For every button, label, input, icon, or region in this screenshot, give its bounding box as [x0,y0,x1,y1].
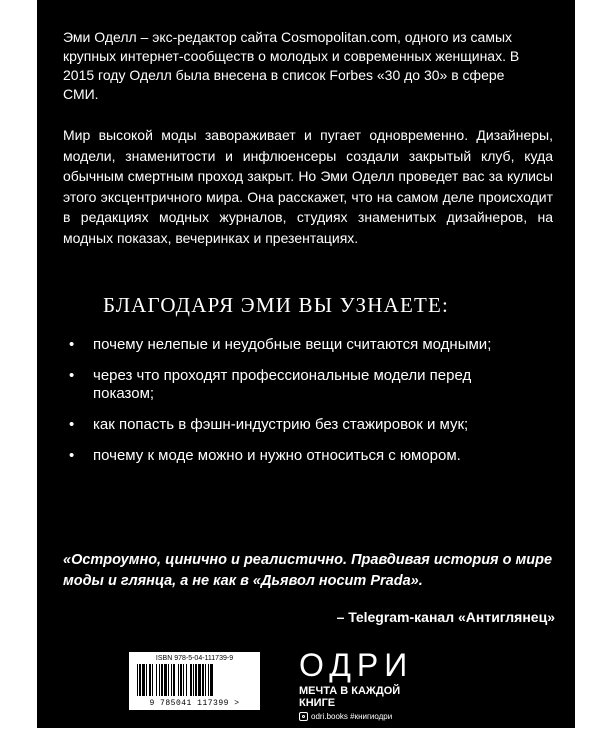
bullet-icon: • [69,336,75,353]
publisher-logo: ОДРИ [299,647,414,683]
barcode-bar [161,664,163,696]
list-item-text: через что проходят профессиональные модели перед показом; [93,367,472,402]
isbn-label: ISBN 978-5-04-111739-9 [155,655,234,662]
barcode-bar [149,664,151,696]
publisher-slogan: МЕЧТА В КАЖДОЙ КНИГЕ [299,685,401,709]
list-item-text: почему к моде можно и нужно относиться с юмором. [93,447,461,464]
barcode-bar [152,664,153,696]
bullet-icon: • [69,416,75,433]
barcode-bar [190,664,192,696]
list-heading: БЛАГОДАРЯ ЭМИ ВЫ УЗНАЕТЕ: [103,293,450,317]
barcode-bar [139,664,141,696]
barcode-bar [171,664,172,696]
quote-attribution: – Telegram-канал «Антиглянец» [336,609,555,625]
author-bio: Эми Оделл – экс-редактор сайта Cosmopolitan.com, одного из самых крупных интернет-сообществ о молодых и современных женщинах. В 2015 году Оделл была внесена в список Forbes «30 до 30» в сфере СМИ. [63,29,520,102]
barcode-bar [202,664,204,696]
publisher-social [299,712,449,721]
barcode-bar [180,664,182,696]
barcode-bar [195,664,197,696]
review-quote: «Остроумно, цинично и реалистично. Правдивая история о мире моды и глянца, а не как в «Дьявол носит Prada». [63,552,553,589]
book-description: Мир высокой моды завораживает и пугает одновременно. Дизайнеры, модели, знаменитости и инфлюенсеры создали закрытый клуб, куда обычным смертным проход закрыт. Но Эми Оделл проведет вас за кулисы этого эксцентричного мира. Она расскажет, что на самом деле происходит в редакциях модных журналов, студиях знаменитых дизайнеров, на модных показах, вечеринках и презентациях. [63,127,553,246]
barcode-bar [164,664,167,696]
list-item-text: почему нелепые и неудобные вещи считаются модными; [93,336,492,353]
list-item-text: как попасть в фэшн-индустрию без стажировок и мук; [93,416,469,433]
list-item [65,367,525,403]
list-item [65,447,525,465]
benefits-list [65,336,525,478]
barcode-bar [193,664,194,696]
bullet-icon: • [69,367,75,384]
barcode-bar [173,664,175,696]
barcode-bar [208,664,209,696]
barcode-bar [137,664,138,696]
list-item [65,336,525,354]
book-back-cover [37,0,575,728]
instagram-icon [299,712,308,721]
barcode-bar [146,664,147,696]
barcode-bar [142,664,145,696]
barcode-number: 9 785041 117399 > [149,699,240,708]
publisher-block [299,648,449,721]
bullet-icon: • [69,447,75,464]
barcode-bar [186,664,187,696]
barcode-bar [210,664,213,696]
barcode-bar [198,664,201,696]
barcode [129,652,260,710]
barcode-bar [168,664,169,696]
barcode-bar [156,664,157,696]
barcode-bars [137,664,252,696]
barcode-bar [178,664,179,696]
barcode-bar [159,664,160,696]
list-item [65,416,525,434]
barcode-bar [183,664,184,696]
publisher-social-text: odri.books #книгиодри [311,712,393,721]
barcode-bar [205,664,206,696]
